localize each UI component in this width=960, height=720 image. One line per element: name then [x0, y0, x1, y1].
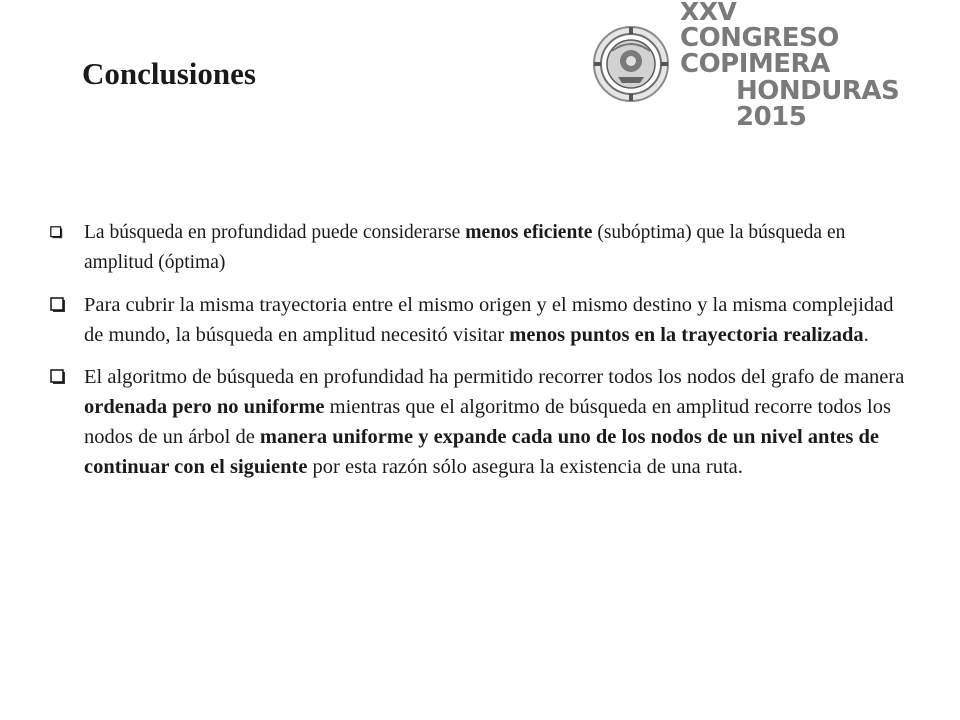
list-item	[48, 290, 908, 350]
emphasis: menos eficiente	[465, 222, 593, 243]
checkbox-bullet-icon	[50, 369, 66, 385]
logo-edition: XXV	[680, 0, 737, 26]
emphasis: manera uniforme y expande cada uno de los nodos de un nivel antes de continuar con el siguiente	[84, 426, 879, 478]
list-item	[48, 218, 908, 278]
slide-title: Conclusiones	[82, 56, 256, 91]
logo-location-year: HONDURAS 2015	[736, 75, 900, 132]
text-run: La búsqueda en profundidad puede considerarse	[84, 222, 466, 243]
text-run: Para cubrir la misma trayectoria entre el mismo origen y el mismo destino y la misma complejidad de mundo, la búsqueda en amplitud necesitó visitar	[84, 294, 894, 346]
text-run: El algoritmo de búsqueda en profundidad ha permitido recorrer todos los nodos del grafo de manera	[84, 366, 905, 388]
list-item	[48, 362, 908, 482]
emphasis: ordenada pero no uniforme	[84, 396, 325, 418]
checkbox-bullet-icon	[50, 226, 63, 239]
conclusions-list	[48, 218, 908, 494]
bullet-text	[84, 222, 845, 273]
congress-logo	[592, 0, 932, 132]
text-run: (subóptima) que la búsqueda en amplitud (óptima)	[84, 222, 846, 273]
checkbox-bullet-icon	[50, 297, 66, 313]
text-run: mientras que el algoritmo de búsqueda en amplitud recorre todos los nodos de un árbol de	[84, 396, 891, 448]
text-run: por esta razón sólo asegura la existencia de una ruta.	[307, 456, 743, 478]
bullet-text	[84, 294, 894, 346]
emphasis: menos puntos en la trayectoria realizada	[509, 324, 864, 346]
logo-name: CONGRESO COPIMERA	[680, 22, 839, 79]
text-run: .	[863, 324, 869, 346]
bullet-text	[84, 366, 904, 478]
copimera-seal-icon	[592, 25, 670, 103]
